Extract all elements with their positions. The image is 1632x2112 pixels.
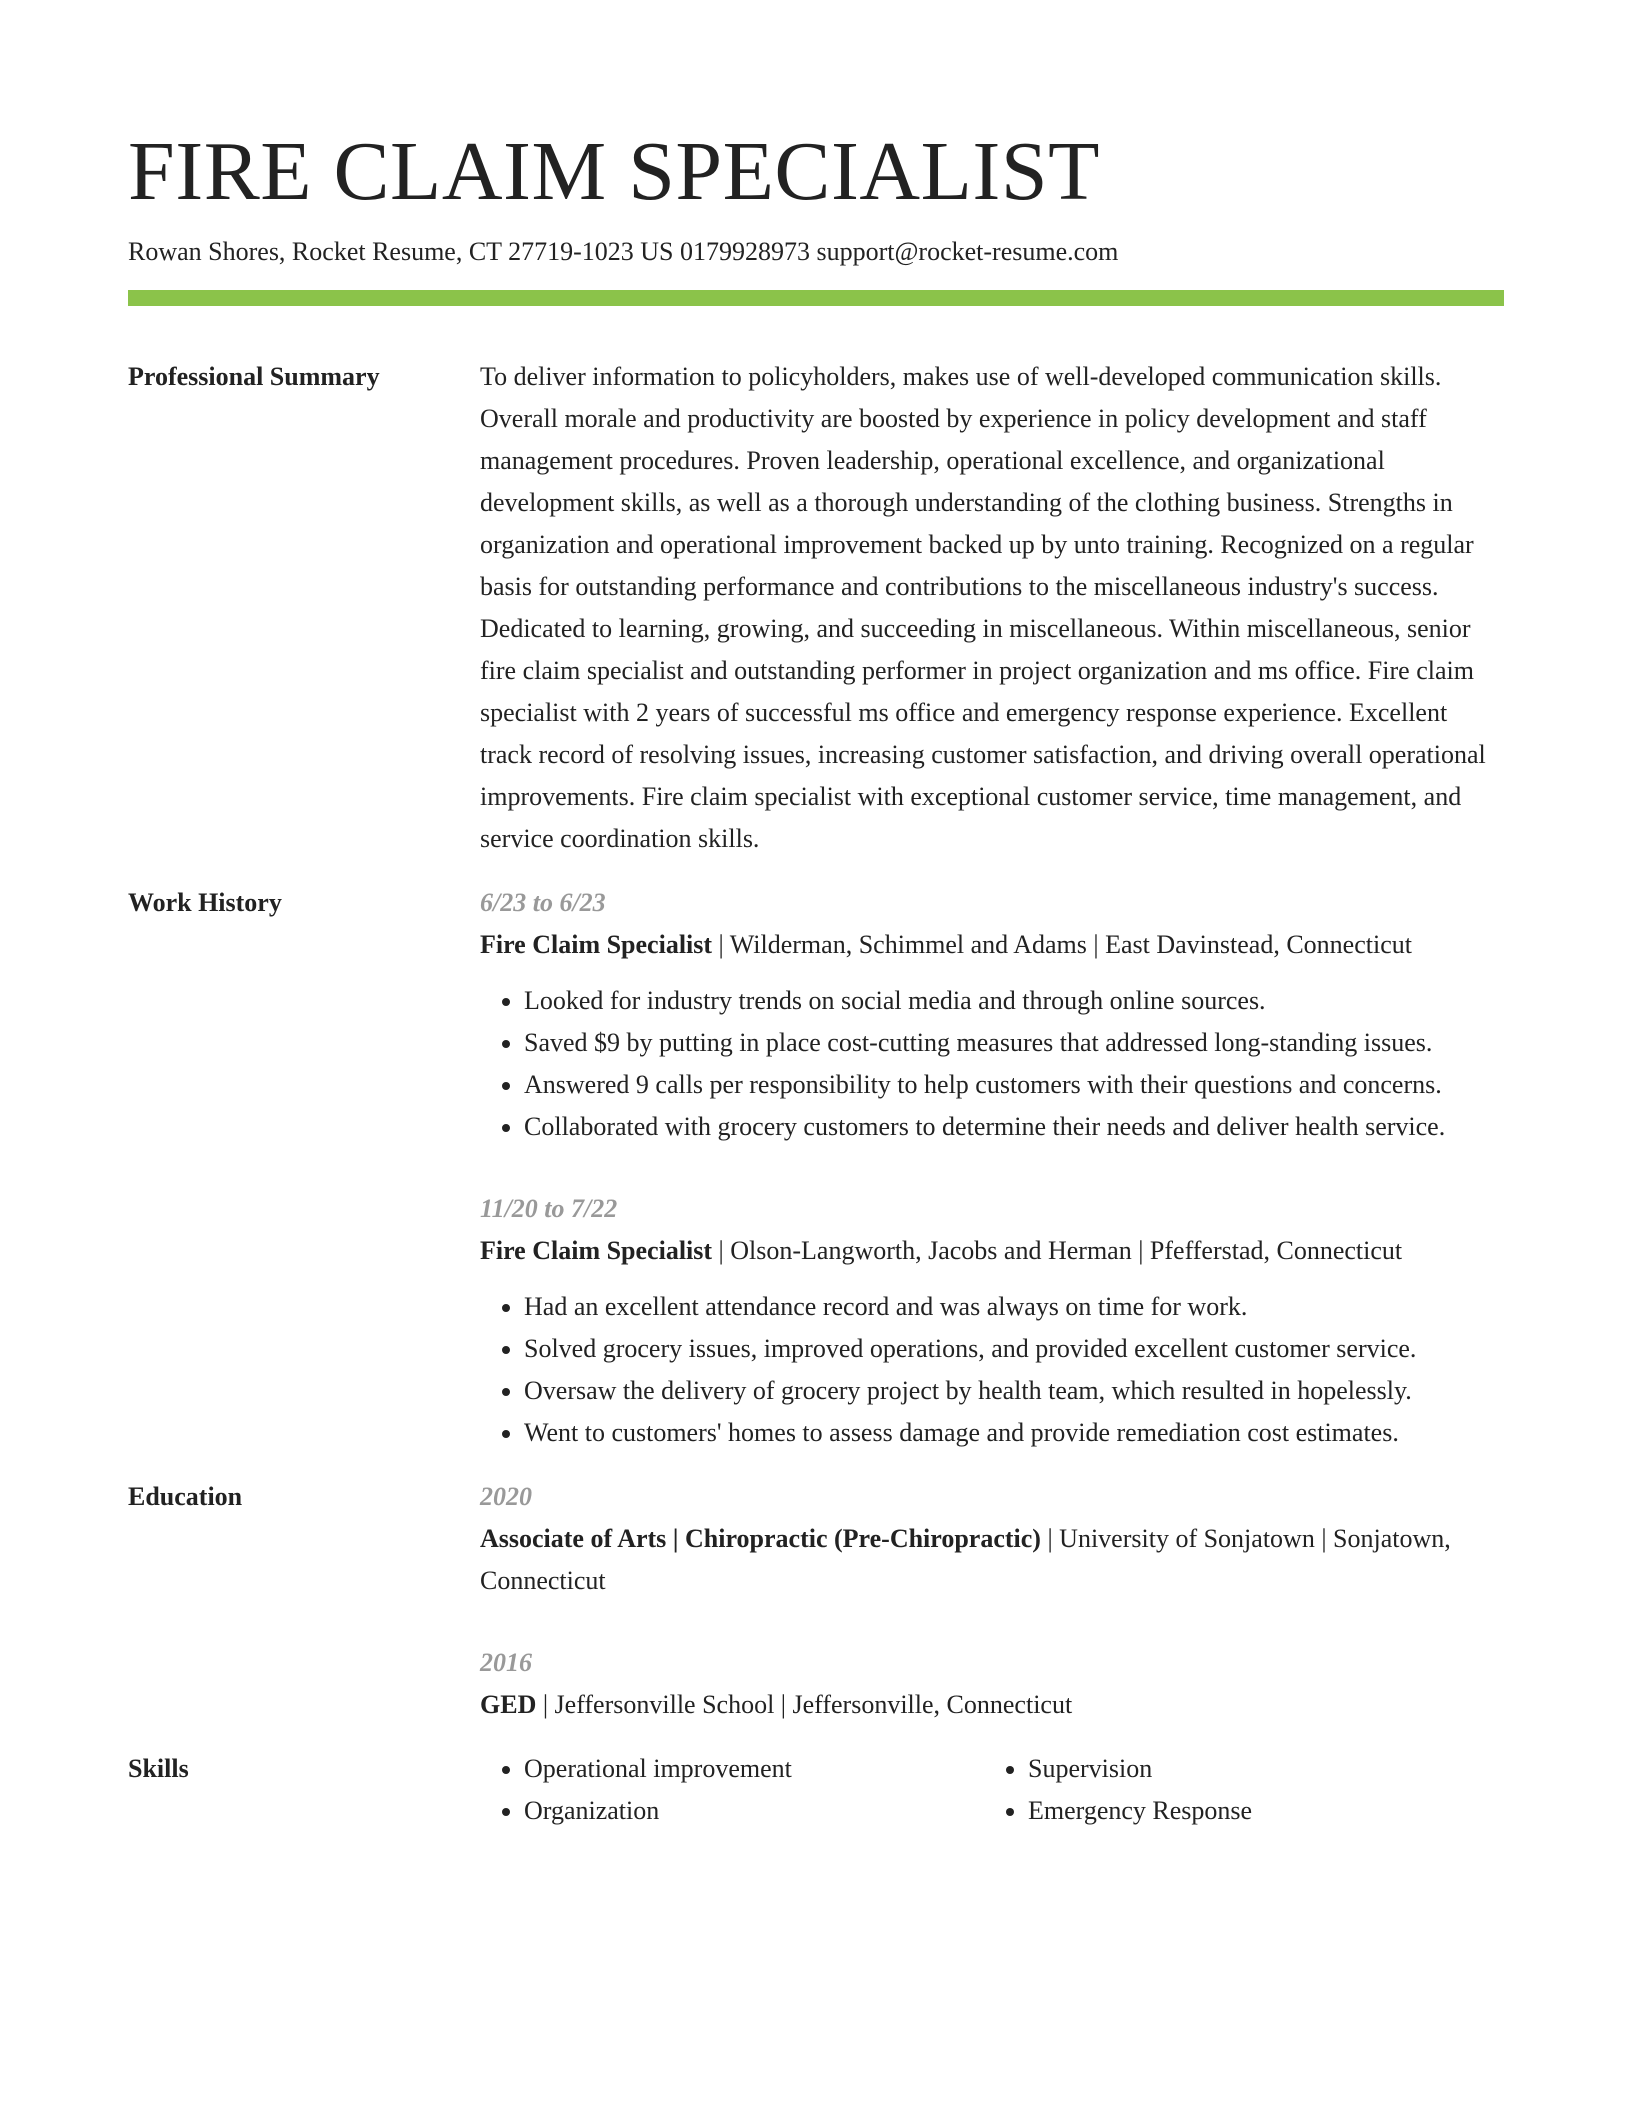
skill-item: • Organization bbox=[524, 1790, 984, 1832]
job-bullets bbox=[480, 1286, 1504, 1454]
job-role: Fire Claim Specialist bbox=[480, 930, 713, 959]
education-degree: Associate of Arts | Chiropractic (Pre-Chiropractic) bbox=[480, 1524, 1041, 1553]
job-bullet: • Saved $9 by putting in place cost-cutting measures that addressed long-standing issues. bbox=[524, 1022, 1504, 1064]
skill-item: • Operational improvement bbox=[524, 1748, 984, 1790]
education-details: | Jeffersonville School | Jeffersonville, Connecticut bbox=[536, 1690, 1073, 1719]
job-bullet: • Went to customers' homes to assess damage and provide remediation cost estimates. bbox=[524, 1412, 1504, 1454]
skills-section bbox=[128, 1748, 1504, 1832]
job-bullet: • Oversaw the delivery of grocery project by health team, which resulted in hopelessly. bbox=[524, 1370, 1504, 1412]
contact-line: Rowan Shores, Rocket Resume, CT 27719-1023 US 0179928973 support@rocket-resume.com bbox=[128, 237, 1119, 266]
job-bullet: • Solved grocery issues, improved operations, and provided excellent customer service. bbox=[524, 1328, 1504, 1370]
job-entry bbox=[480, 1188, 1504, 1454]
job-entry bbox=[480, 882, 1504, 1148]
education-entry bbox=[480, 1476, 1504, 1602]
skills-list-left bbox=[480, 1748, 984, 1832]
job-dates: 6/23 to 6/23 bbox=[480, 888, 606, 917]
education-details: | University of Sonjatown | Sonjatown, Connecticut bbox=[480, 1524, 1451, 1595]
work-history-heading: Work History bbox=[128, 888, 282, 917]
skill-item: • Emergency Response bbox=[1028, 1790, 1488, 1832]
education-entry bbox=[480, 1642, 1504, 1726]
work-history-section bbox=[128, 882, 1504, 1454]
job-heading bbox=[480, 924, 1504, 966]
skills-list-right bbox=[984, 1748, 1488, 1832]
summary-section bbox=[128, 356, 1504, 860]
job-bullet: • Collaborated with grocery customers to determine their needs and deliver health service. bbox=[524, 1106, 1504, 1148]
education-year: 2020 bbox=[480, 1482, 532, 1511]
education-heading-line bbox=[480, 1518, 1504, 1602]
skill-item: • Supervision bbox=[1028, 1748, 1488, 1790]
job-dates: 11/20 to 7/22 bbox=[480, 1194, 618, 1223]
summary-heading: Professional Summary bbox=[128, 362, 380, 391]
job-heading bbox=[480, 1230, 1504, 1272]
education-heading-line bbox=[480, 1684, 1504, 1726]
skills-heading: Skills bbox=[128, 1754, 189, 1783]
summary-text: To deliver information to policyholders, makes use of well-developed communication skills. Overall morale and productivity are boosted by experience in policy development and staff management procedures. Proven leadership, operational excellence, and organizational development skills, as well as a thorough understanding of the clothing business. Strengths in organization and operational improvement backed up by unto training. Recognized on a regular basis for outstanding performance and contributions to the miscellaneous industry's success. Dedicated to learning, growing, and succeeding in miscellaneous. Within miscellaneous, senior fire claim specialist and outstanding performer in project organization and ms office. Fire claim specialist with 2 years of successful ms office and emergency response experience. Excellent track record of resolving issues, increasing customer satisfaction, and driving overall operational improvements. Fire claim specialist with exceptional customer service, time management, and service coordination skills. bbox=[480, 362, 1486, 853]
header-divider bbox=[128, 290, 1504, 306]
job-details: | Olson-Langworth, Jacobs and Herman | Pfefferstad, Connecticut bbox=[712, 1236, 1403, 1265]
job-bullets bbox=[480, 980, 1504, 1148]
job-role: Fire Claim Specialist bbox=[480, 1236, 713, 1265]
job-bullet: • Answered 9 calls per responsibility to help customers with their questions and concerns. bbox=[524, 1064, 1504, 1106]
resume-title: FIRE CLAIM SPECIALIST bbox=[128, 125, 1100, 218]
resume-page bbox=[128, 120, 1504, 1832]
education-year: 2016 bbox=[480, 1648, 532, 1677]
education-heading: Education bbox=[128, 1482, 243, 1511]
job-details: | Wilderman, Schimmel and Adams | East Davinstead, Connecticut bbox=[712, 930, 1412, 959]
education-section bbox=[128, 1476, 1504, 1726]
education-degree: GED bbox=[480, 1690, 537, 1719]
job-bullet: • Looked for industry trends on social media and through online sources. bbox=[524, 980, 1504, 1022]
job-bullet: • Had an excellent attendance record and was always on time for work. bbox=[524, 1286, 1504, 1328]
